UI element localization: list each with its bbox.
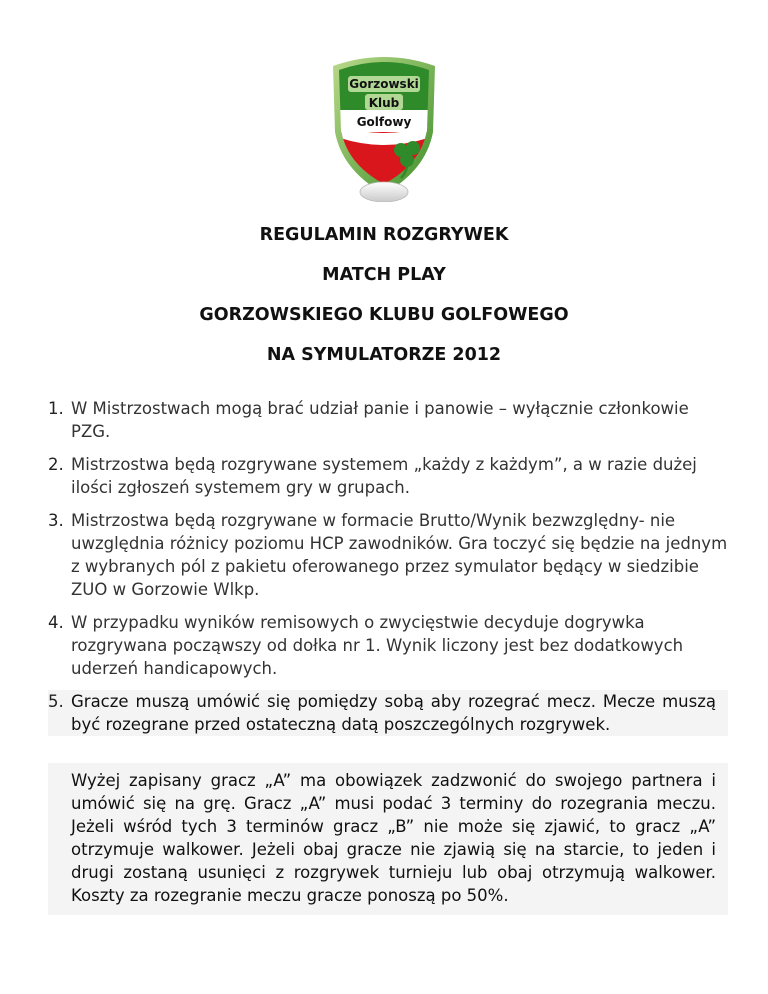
rule-number: 3. (48, 511, 64, 530)
rules-list (48, 397, 728, 746)
rule-text: W przypadku wyników remisowych o zwycięstwie decyduje dogrywka rozgrywana począwszy od dołka nr 1. Wynik liczony jest bez dodatkowych uderzeń handicapowych. (71, 613, 684, 678)
club-logo (329, 52, 439, 202)
rule-number: 4. (48, 613, 64, 632)
title-line-2: MATCH PLAY (322, 265, 446, 285)
golf-ball-icon (360, 182, 408, 202)
title-line-4: NA SYMULATORZE 2012 (266, 345, 502, 365)
club-crest-icon (329, 52, 439, 202)
logo-line-3: Golfowy (356, 115, 412, 129)
rule-number: 2. (48, 455, 64, 474)
logo-line-1: Gorzowski (349, 77, 419, 91)
rule-text: Mistrzostwa będą rozgrywane systemem „każdy z każdym”, a w razie dużej ilości zgłoszeń systemem gry w grupach. (71, 455, 697, 497)
rule-number: 5. (48, 692, 64, 711)
rule-item (48, 611, 728, 680)
rule-item (48, 690, 728, 736)
logo-line-2: Klub (368, 96, 400, 110)
document-title (0, 221, 768, 381)
rule-text: Mistrzostwa będą rozgrywane w formacie Brutto/Wynik bezwzględny- nie uwzględnia różnicy poziomu HCP zawodników. Gra toczyć się będzie na jednym z wybranych pól z pakietu oferowanego przez symulator będący w siedzibie ZUO w Gorzowie Wlkp. (71, 511, 728, 599)
rule-text: W Mistrzostwach mogą brać udział panie i panowie – wyłącznie członkowie PZG. (71, 399, 689, 441)
title-line-1: REGULAMIN ROZGRYWEK (259, 225, 509, 245)
title-line-3: GORZOWSKIEGO KLUBU GOLFOWEGO (199, 305, 569, 325)
rule-explanation-paragraph: Wyżej zapisany gracz „A” ma obowiązek zadzwonić do swojego partnera i umówić się na grę. Gracz „A” musi podać 3 terminy do rozegrania meczu. Jeżeli wśród tych 3 terminów gracz „B” nie może się zjawić, to gracz „A” otrzymuje walkower. Jeżeli obaj gracze nie zjawią się na starcie, to jeden i drugi zostaną usunięci z rozgrywek turnieju lub obaj otrzymują walkower. Koszty za rozegranie meczu gracze ponoszą po 50%. (48, 763, 728, 915)
rule-item (48, 397, 728, 443)
rule-number: 1. (48, 399, 64, 418)
rule-item (48, 509, 728, 601)
rule-text: Gracze muszą umówić się pomiędzy sobą aby rozegrać mecz. Mecze muszą być rozegrane przed ostateczną datą poszczególnych rozgrywek. (71, 692, 716, 734)
rule-item (48, 453, 728, 499)
